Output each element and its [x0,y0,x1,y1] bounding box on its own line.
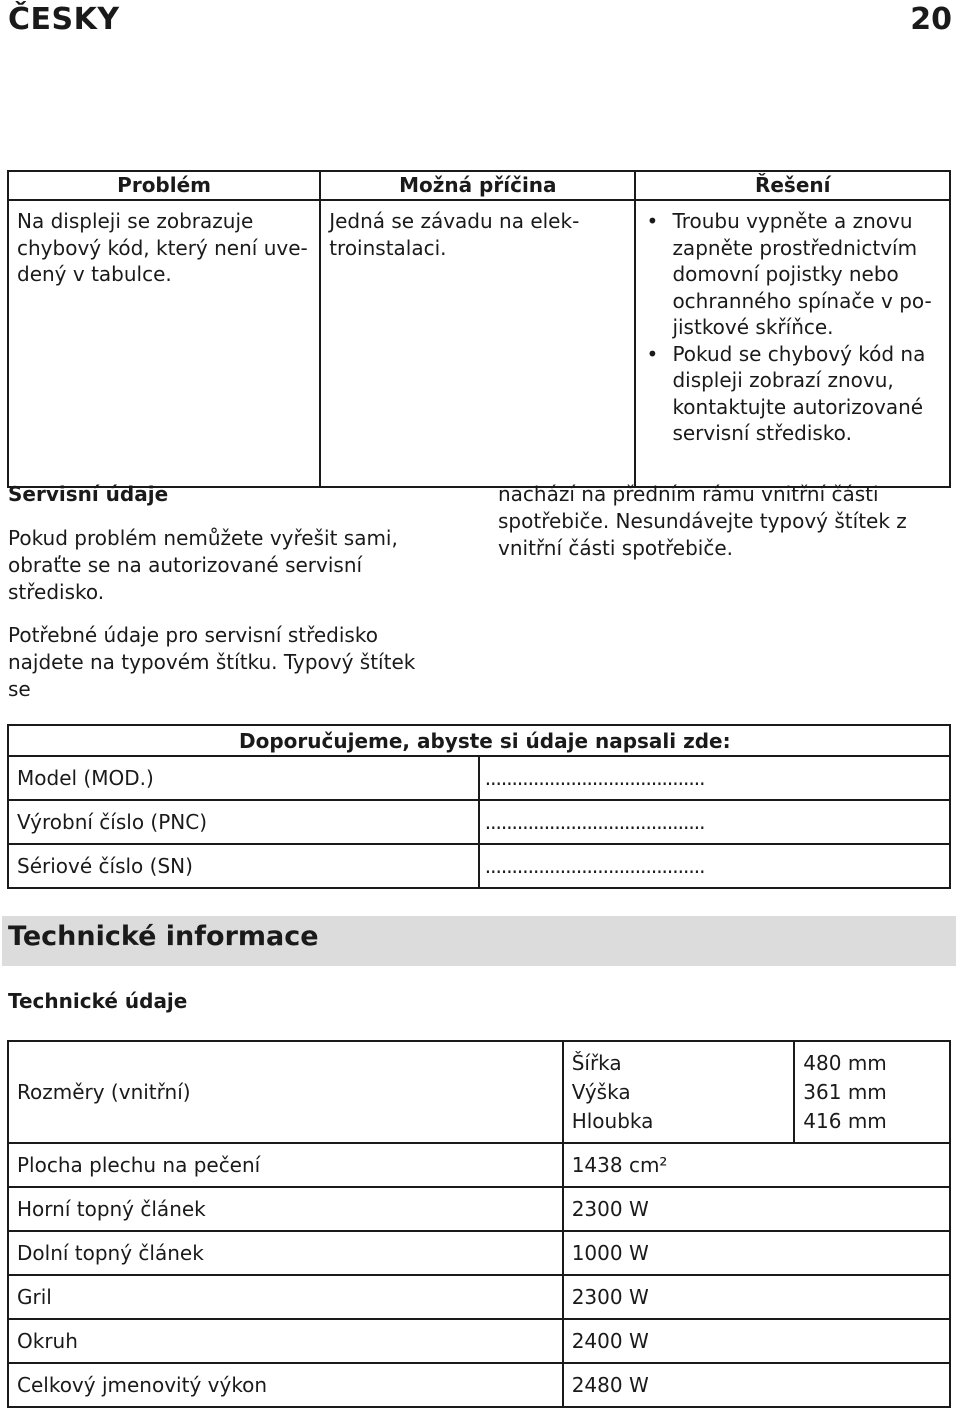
column-header-problem: Problém [8,171,320,200]
record-label: Model (MOD.) [8,756,479,800]
text-line: kontaktujte autorizované [672,394,924,419]
dimension-name: Šířka [571,1050,622,1075]
table-row [8,1187,950,1231]
table-row [8,1363,950,1407]
record-table [7,724,951,889]
text-line: jistkové skříňce. [672,315,834,339]
spec-label: Plocha plechu na pečení [8,1143,563,1187]
service-heading: Servisní údaje [8,482,169,506]
column-header-solution: Řešení [635,171,950,200]
section-title: Technické informace [8,921,319,952]
spec-label: Celkový jmenovitý výkon [8,1363,563,1407]
dimension-value: 416 mm [803,1108,887,1133]
text-line: Na displeji se zobrazuje [17,209,254,233]
spec-label: Gril [8,1275,563,1319]
cause-cell [320,200,635,487]
table-row [8,1231,950,1275]
table-row [8,1319,950,1363]
record-value-line: ......................................... [479,844,950,888]
dimension-value: 361 mm [803,1079,887,1104]
text-line: vnitřní části spotřebiče. [498,536,733,560]
text-line: troinstalaci. [329,235,447,260]
solution-list [644,208,941,447]
table-row [8,1143,950,1187]
text-line: obraťte se na autorizované servisní [8,553,363,577]
spec-label: Okruh [8,1319,563,1363]
dimension-values [794,1041,950,1143]
record-value-line: ......................................... [479,756,950,800]
text-line: dený v tabulce. [17,262,172,286]
dimension-names [563,1041,795,1143]
dimension-name: Hloubka [571,1108,654,1133]
record-heading: Doporučujeme, abyste si údaje napsali zde: [8,725,950,756]
service-paragraph-continued [498,481,938,562]
spec-value: 2480 W [563,1363,950,1407]
table-row [8,756,950,800]
text-line: Pokud problém nemůžete vyřešit sami, [8,526,398,550]
subsection-title: Technické údaje [8,989,188,1013]
table-row [8,1275,950,1319]
spec-value: 2300 W [563,1275,950,1319]
text-line: chybový kód, který není uve- [17,235,308,260]
spec-label: Horní topný článek [8,1187,563,1231]
text-line: Potřebné údaje pro servisní středisko [8,623,378,647]
dimensions-label: Rozměry (vnitřní) [8,1041,563,1143]
spec-value: 2300 W [563,1187,950,1231]
text-line: • Troubu vypněte a znovu [672,209,913,233]
text-line: spotřebiče. Nesundávejte typový štítek z [498,509,907,533]
list-item [672,208,941,341]
spec-value: 1438 cm² [563,1143,950,1187]
text-line: najdete na typovém štítku. Typový štítek se [8,650,416,701]
dimension-value: 480 mm [803,1050,887,1075]
table-header-row [8,171,950,200]
column-header-cause: Možná příčina [320,171,635,200]
spec-label: Dolní topný článek [8,1231,563,1275]
record-label: Sériové číslo (SN) [8,844,479,888]
spec-value: 1000 W [563,1231,950,1275]
troubleshooting-table [7,170,951,488]
text-line: servisní středisko. [672,421,852,445]
spec-value: 2400 W [563,1319,950,1363]
text-line: nachází na předním rámu vnitřní části [498,482,879,506]
technical-data-table [7,1040,951,1408]
list-item [672,341,941,447]
record-value-line: ......................................... [479,800,950,844]
text-line: ochranného spínače v po- [672,288,932,313]
table-row [8,800,950,844]
text-line: Jedná se závadu na elek- [329,209,580,233]
text-line: • Pokud se chybový kód na [672,341,926,366]
solution-cell [635,200,950,487]
table-row [8,200,950,487]
service-paragraph [8,622,438,703]
text-line: domovní pojistky nebo [672,262,899,286]
table-row [8,1041,950,1143]
record-label: Výrobní číslo (PNC) [8,800,479,844]
text-line: středisko. [8,580,105,604]
page-number: 20 [910,2,952,37]
problem-cell [8,200,320,487]
table-row [8,844,950,888]
dimension-name: Výška [571,1079,631,1104]
text-line: displeji zobrazí znovu, [672,368,894,392]
record-heading-row [8,725,950,756]
text-line: zapněte prostřednictvím [672,235,918,260]
section-language-label: ČESKY [8,2,120,37]
service-paragraph [8,525,438,606]
